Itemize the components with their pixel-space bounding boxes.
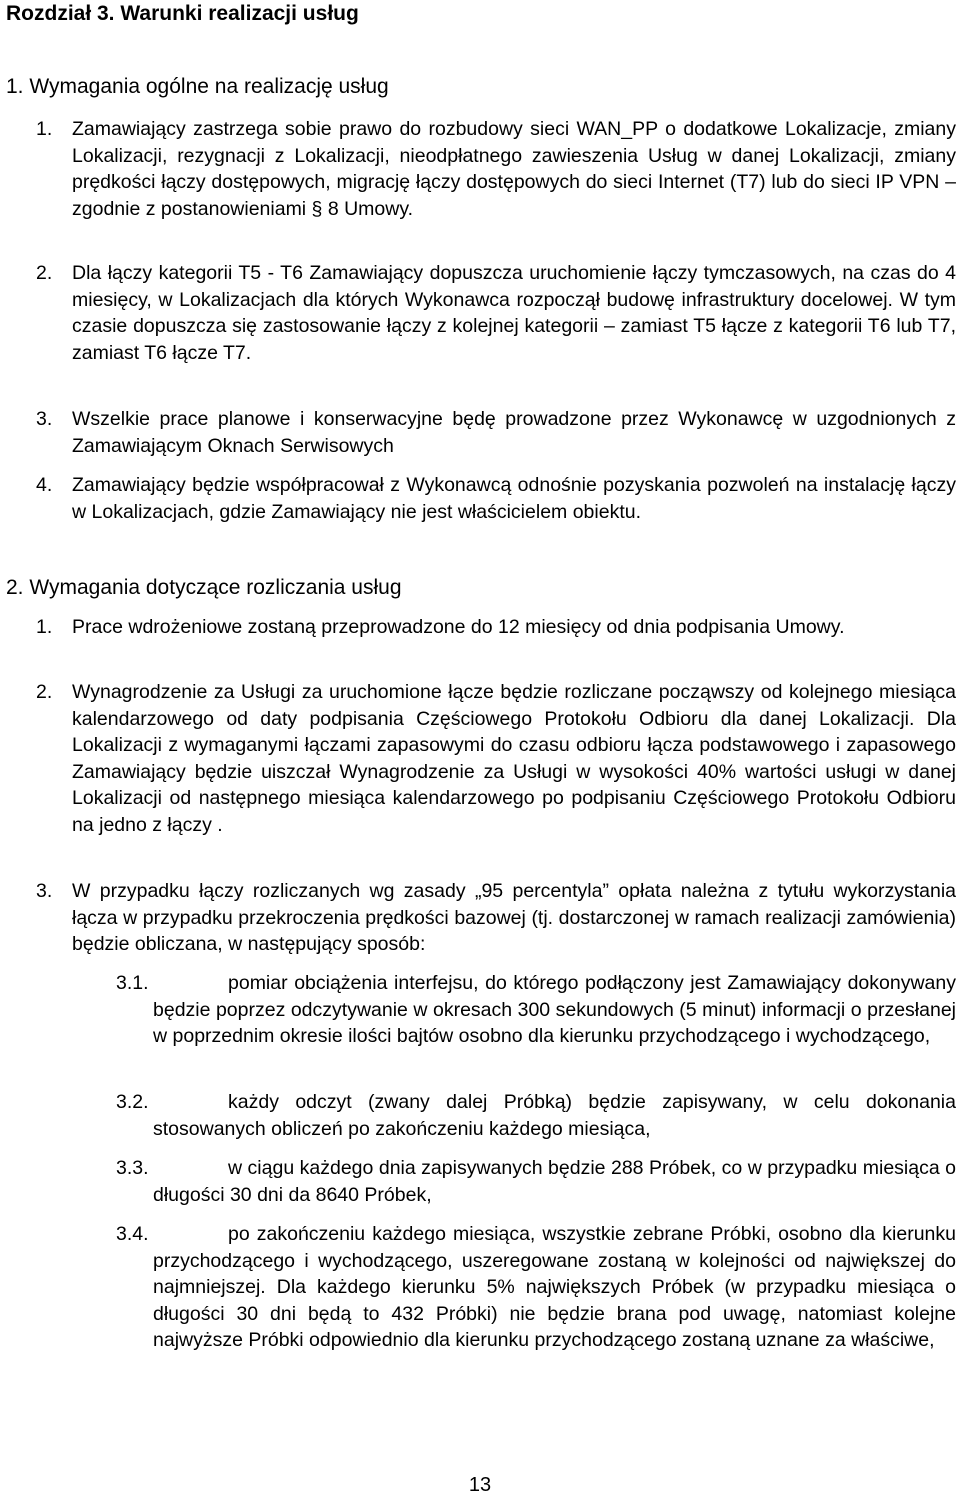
page-number: 13 — [468, 1474, 492, 1496]
chapter-title: Rozdział 3. Warunki realizacji usług — [6, 2, 359, 25]
list-item-number: 3. — [36, 408, 53, 430]
list-item-number: 2. — [36, 681, 53, 703]
list-item-text: Zamawiający będzie współpracował z Wykonawcą odnośnie pozyskania pozwoleń na instalację łączy w Lokalizacjach, gdzie Zamawiający nie jest właścicielem obiektu. — [72, 474, 956, 523]
list-item-number: 1. — [36, 616, 53, 638]
list-item-text: Wszelkie prace planowe i konserwacyjne będę prowadzone przez Wykonawcę w uzgodnionych z Zamawiającym Oknach Serwisowych — [72, 408, 956, 457]
section-2-title: 2. Wymagania dotyczące rozliczania usług — [6, 576, 402, 599]
list-item-number: 4. — [36, 474, 53, 496]
subitem-number: 3.4. — [116, 1223, 149, 1245]
subitem-text: pomiar obciążenia interfejsu, do którego podłączony jest Zamawiający dokonywany będzie poprzez odczytywanie w okresach 300 sekundowych (5 minut) informacji o przesłanej w poprzednim okresie ilości bajtów osobno dla kierunku przychodzącego i wychodzącego, — [153, 972, 956, 1048]
list-item-text: Zamawiający zastrzega sobie prawo do rozbudowy sieci WAN_PP o dodatkowe Lokalizacje, zmiany Lokalizacji, rezygnacji z Lokalizacji, nieodpłatnego zawieszenia Usług w danej Lokalizacji, zmiany prędkości łączy dostępowych, migrację łączy dostępowych do sieci Internet (T7) lub do sieci IP VPN – zgodnie z postanowieniami § 8 Umowy. — [72, 118, 956, 220]
list-item-text: Wynagrodzenie za Usługi za uruchomione łącze będzie rozliczane począwszy od kolejnego miesiąca kalendarzowego od daty podpisania Częściowego Protokołu Odbioru dla danej Lokalizacji. Dla Lokalizacji z wymaganymi łączami zapasowymi do czasu odbioru łącza podstawowego i zapasowego Zamawiający będzie uiszczał Wynagrodzenie za Usługi w wysokości 40% wartości usługi w danej Lokalizacji od następnego miesiąca kalendarzowego po podpisaniu Częściowego Protokołu Odbioru na jedno z łączy . — [72, 681, 956, 836]
subitem-text: po zakończeniu każdego miesiąca, wszystkie zebrane Próbki, osobno dla kierunku przychodzącego i wychodzącego, uszeregowane zostaną w kolejności od największej do najmniejszej. Dla każdego kierunku 5% największych Próbek (w przypadku miesiąca o długości 30 dni będą to 432 Próbki) nie będzie brana pod uwagę, natomiast kolejne najwyższe Próbki odpowiednio dla kierunku przychodzącego zostaną uznane za właściwe, — [153, 1223, 956, 1352]
list-item-text: Dla łączy kategorii T5 - T6 Zamawiający dopuszcza uruchomienie łączy tymczasowych, na czas do 4 miesięcy, w Lokalizacjach dla których Wykonawca rozpoczął budowę infrastruktury docelowej. W tym czasie dopuszcza się zastosowanie łączy z kolejnej kategorii – zamiast T5 łącze z kategorii T6 lub T7, zamiast T6 łącze T7. — [72, 262, 956, 364]
subitem-text: każdy odczyt (zwany dalej Próbką) będzie zapisywany, w celu dokonania stosowanych obliczeń po zakończeniu każdego miesiąca, — [153, 1091, 956, 1140]
list-item-text: Prace wdrożeniowe zostaną przeprowadzone do 12 miesięcy od dnia podpisania Umowy. — [72, 616, 845, 638]
list-item-number: 1. — [36, 118, 53, 140]
section-1-title: 1. Wymagania ogólne na realizację usług — [6, 75, 389, 98]
list-item-number: 2. — [36, 262, 53, 284]
list-item-number: 3. — [36, 880, 53, 902]
subitem-text: w ciągu każdego dnia zapisywanych będzie 288 Próbek, co w przypadku miesiąca o długości 30 dni da 8640 Próbek, — [153, 1157, 956, 1206]
subitem-number: 3.1. — [116, 972, 149, 994]
list-item-text: W przypadku łączy rozliczanych wg zasady „95 percentyla” opłata należna z tytułu wykorzystania łącza w przypadku przekroczenia prędkości bazowej (tj. dostarczonej w ramach realizacji zamówienia) będzie obliczana, w następujący sposób: — [72, 880, 956, 956]
subitem-number: 3.3. — [116, 1157, 149, 1179]
subitem-number: 3.2. — [116, 1091, 149, 1113]
